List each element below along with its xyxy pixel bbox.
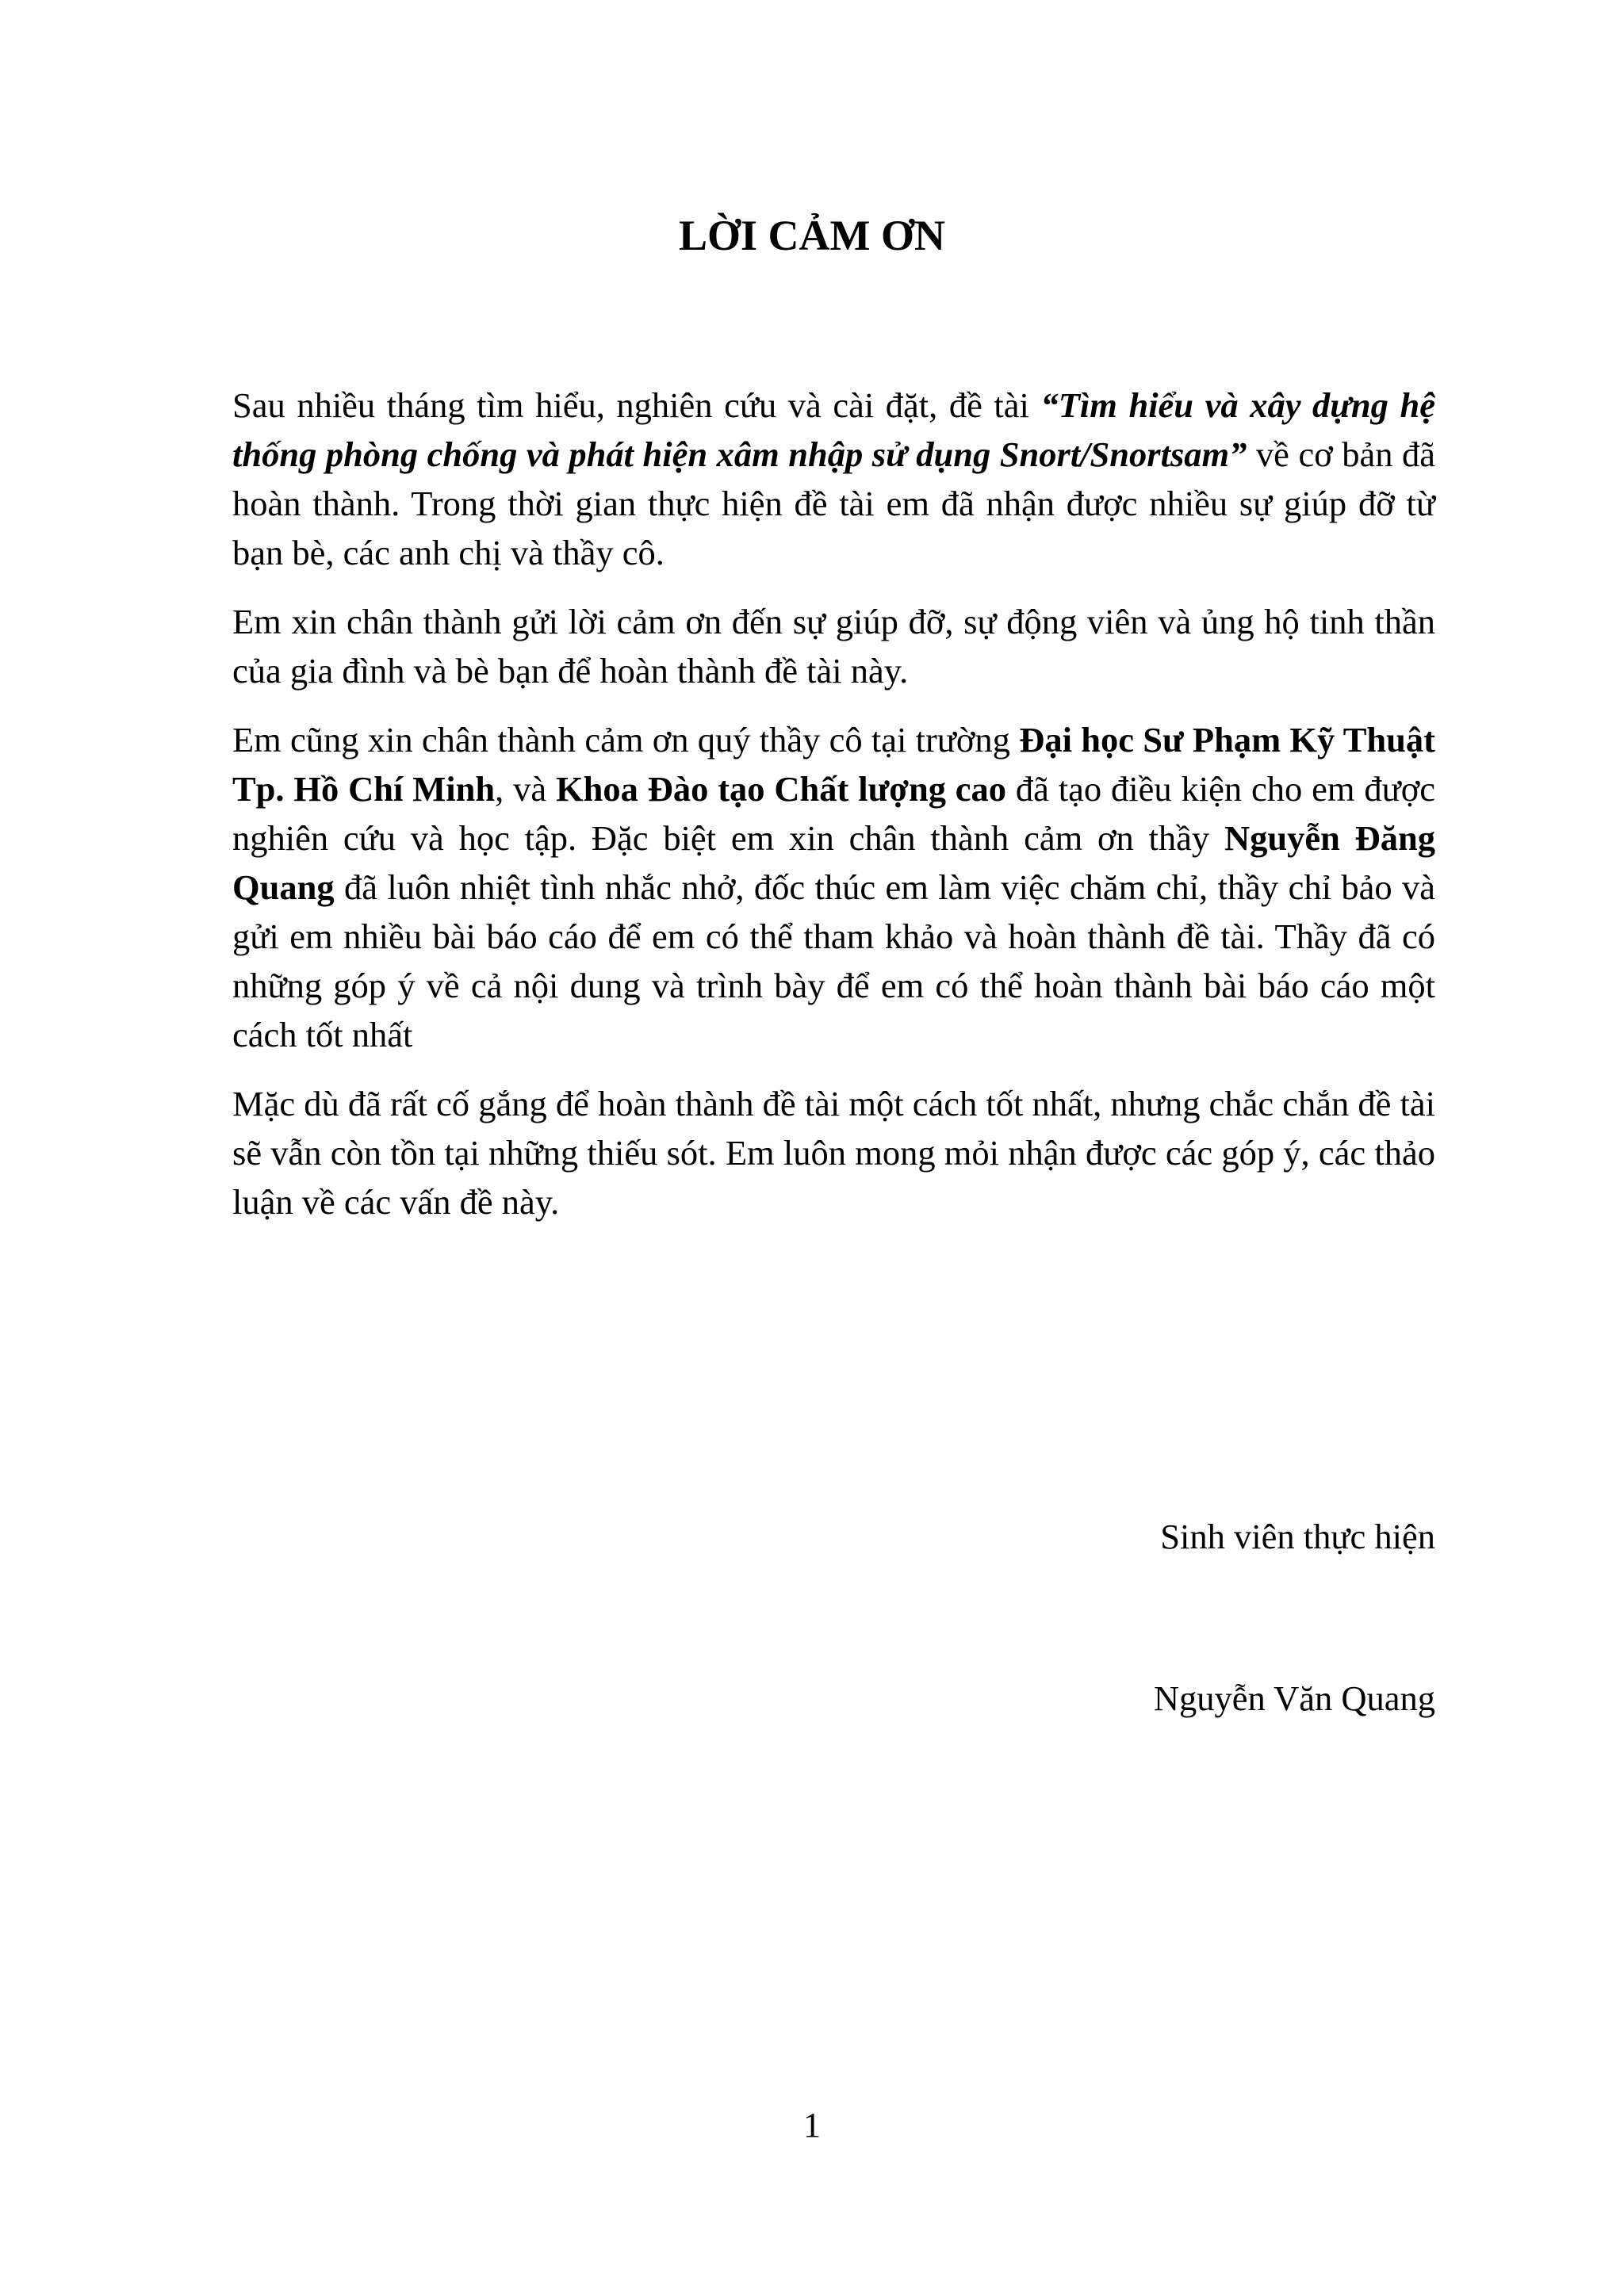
signature-name: Nguyễn Văn Quang <box>1153 1678 1435 1718</box>
paragraph-text: Sau nhiều tháng tìm hiểu, nghiên cứu và cài đặt, đề tài <box>232 385 1041 425</box>
paragraph-text: đã luôn nhiệt tình nhắc nhở, đốc thúc em làm việc chăm chỉ, thầy chỉ bảo và gửi em nhiều bài báo cáo để em có thể tham khảo và hoàn thành đề tài. Thầy đã có những góp ý về cả nội dung và trình bày để em có thể hoàn thành bài báo cáo một cách tốt nhất <box>232 867 1435 1054</box>
paragraph-teachers <box>232 715 1435 1059</box>
paragraph-text: Em xin chân thành gửi lời cảm ơn đến sự giúp đỡ, sự động viên và ủng hộ tinh thần của gia đình và bè bạn để hoàn thành đề tài này. <box>232 602 1435 691</box>
paragraph-text: về cơ bản đã hoàn thành. Trong thời gian thực hiện đề tài em đã nhận được nhiều sự giúp đỡ từ bạn bè, các anh chị và thầy cô. <box>232 434 1435 572</box>
signature-role: Sinh viên thực hiện <box>1160 1517 1435 1556</box>
paragraph-family <box>232 597 1435 695</box>
paragraph-text: Em cũng xin chân thành cảm ơn quý thầy cô tại trường <box>232 720 1020 760</box>
paragraph-intro <box>232 381 1435 577</box>
paragraph-text: , và <box>495 769 556 809</box>
advisor-name: Nguyễn Đăng Quang <box>232 818 1435 907</box>
thesis-title: “Tìm hiểu và xây dựng hệ thống phòng chống và phát hiện xâm nhập sử dụng Snort/Snortsam” <box>232 385 1435 474</box>
page-title: LỜI CẢM ƠN <box>679 212 945 259</box>
faculty-name: Khoa Đào tạo Chất lượng cao <box>556 769 1007 809</box>
page-number: 1 <box>802 2105 822 2145</box>
paragraph-text: đã tạo điều kiện cho em được nghiên cứu và học tập. Đặc biệt em xin chân thành cảm ơn thầy <box>232 769 1435 858</box>
university-name: Đại học Sư Phạm Kỹ Thuật Tp. Hồ Chí Minh <box>232 720 1436 809</box>
paragraph-text: Mặc dù đã rất cố gắng để hoàn thành đề tài một cách tốt nhất, nhưng chắc chắn đề tài sẽ vẫn còn tồn tại những thiếu sót. Em luôn mong mỏi nhận được các góp ý, các thảo luận về các vấn đề này. <box>232 1084 1435 1222</box>
acknowledgement-body <box>232 381 1435 1226</box>
paragraph-closing <box>232 1079 1435 1226</box>
